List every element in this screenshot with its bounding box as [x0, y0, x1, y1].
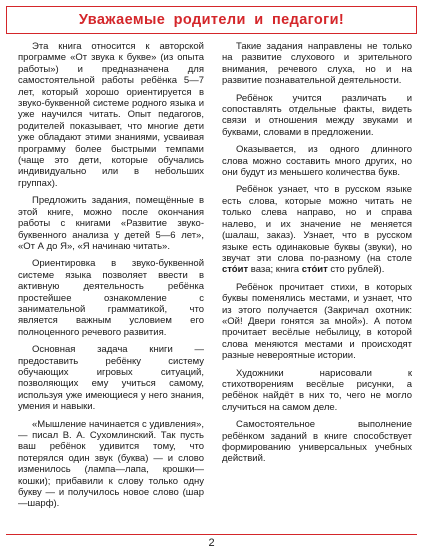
paragraph: Основная задача книги — предоставить ребёнку систему обучающих игровых ситуаций, позволяющих ему учиться самому, используя уже имеющиеся у него знания, умения и навыки. [18, 344, 204, 413]
paragraph: Самостоятельное выполнение ребёнком заданий в книге способствует формированию универсальных учебных действий. [222, 419, 412, 465]
text-run: Ребёнок узнает, что в русском языке есть слова, которые можно читать не только слева направо, но и справа налево, и их значение не меняется (шалаш, заказ). Узнает, что в русском языке есть одинаковые буквы (звуки), но звучат эти слова по-разному (на столе [222, 184, 412, 264]
paragraph: Оказывается, из одного длинного слова можно составить много других, но они будут из меньшего количества букв. [222, 144, 412, 179]
text-run: ваза; книга [248, 264, 302, 276]
paragraph: Предложить задания, помещённые в этой книге, можно после окончания работы с книгами «Развитие звуко-буквенного анализа у детей 5—6 лет», «От А до Я», «Я начинаю читать». [18, 195, 204, 252]
paragraph-stressed-words [222, 184, 412, 275]
paragraph: Ребёнок учится различать и сопоставлять отдельные факты, видеть связи и отношения между звуками и буквами, словами в предложении. [222, 92, 412, 138]
page-title: Уважаемые родители и педагоги! [78, 12, 345, 28]
paragraph: Ребёнок прочитает стихи, в которых буквы поменялись местами, и узнает, что из этого получается (Закричал охотник: «Ой! Двери гонятся за мной»). А потом прочитает весёлые небылицу, в которой слова меняются местами и происходят разные невероятные истории. [222, 281, 412, 362]
paragraph: «Мышление начинается с удивления», — писал В. А. Сухомлинский. Так пусть ваш ребёнок удивится тому, что потерялся один звук (буква) — и слово изменилось (лампа—лапа, крошки—кошки); прибавили к слову только одну букву — и получилось новое слово (шар—шарф). [18, 418, 204, 510]
paragraph: Эта книга относится к авторской программе «От звука к букве» (из опыта работы») и предназначена для самостоятельной работы ребёнка 5—7 лет, который хорошо ориентируется в звуко-буквенной системе родного языка и уже научился читать. Опыт педагогов, родителей показывает, что многие дети уже обладают этими знаниями, усваивая программу более быстрыми темпами (чаще это дети, которые обучались индивидуально или в небольших группах). [18, 41, 204, 189]
stressed-word: сто́ит [301, 264, 328, 276]
paragraph: Такие задания направлены не только на развитие слухового и зрительного внимания, речевого слуха, но и на развитие познавательной деятельности. [222, 41, 412, 87]
left-column [18, 41, 204, 516]
paragraph: Художники нарисовали к стихотворениям весёлые рисунки, а ребёнок найдёт в них то, чего не могло случиться на самом деле. [222, 367, 412, 413]
title-banner [6, 6, 417, 34]
text-run: сто рублей). [327, 264, 385, 276]
stressed-word: сто́ит [222, 264, 249, 276]
footer-divider [6, 534, 417, 535]
paragraph: Ориентировка в звуко-буквенной системе языка позволяет ввести в активную деятельность ребёнка простейшее ознакомление с занимательной грамматикой, что является важным условием его полноценного речевого развития. [18, 258, 204, 338]
right-column [222, 41, 412, 471]
page-number: 2 [208, 537, 215, 549]
